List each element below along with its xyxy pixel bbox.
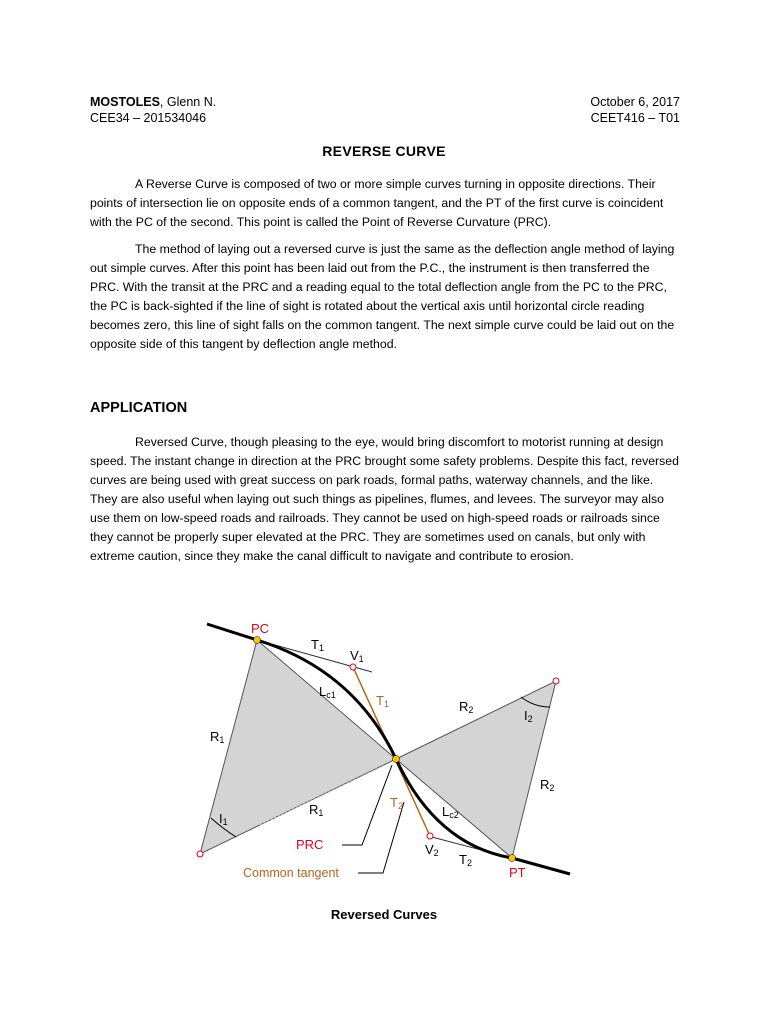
course-section: CEET416 – T01 [590,111,680,125]
point-v1 [350,664,356,670]
student-id: CEE34 – 201534046 [90,111,207,125]
label-lc2: Lc2 [442,804,459,820]
label-prc: PRC [296,837,324,852]
application-heading: APPLICATION [90,400,188,416]
label-v2: V2 [425,842,439,858]
label-pc: PC [251,621,270,636]
method-paragraph: The method of laying out a reversed curve is just the same as the deflection angle method of laying out simple curves. After this point has been laid out from the P.C., the instrument is then transferred the PRC. With the transit at the PRC and a reading equal to the total deflection angle from the PC to the PRC, the PC is back-sighted if the line of sight is rotated about the vertical axis until horizontal circle reading becomes zero, this line of sight falls on the common tangent. The next simple curve could be laid out on the opposite side of this tangent by deflection angle method. [90,242,675,351]
author-name: MOSTOLES, Glenn N. [90,95,217,109]
label-i1: I1 [219,811,228,827]
intro-paragraph: A Reverse Curve is composed of two or more simple curves turning in opposite directions. Their points of intersection lie on opposite ends of a common tangent, and the PT of the first curve is coincident with the PC of the second. This point is called the Point of Reverse Curvature (PRC). [90,177,664,229]
point-o2 [553,678,559,684]
back-tangent [207,624,257,640]
label-r1-left: R1 [210,729,225,745]
point-v2 [427,833,433,839]
label-t1-top: T1 [311,637,324,653]
triangle-curve-2 [396,681,556,858]
label-t2-bottom: T2 [459,852,472,868]
label-common-tangent: Common tangent [243,866,339,880]
label-t1-common: T1 [376,693,389,709]
label-i2: I2 [524,708,533,724]
header-right [590,94,680,126]
point-o1 [197,851,203,857]
label-r2-top: R2 [459,699,474,715]
page-title: REVERSE CURVE [322,143,446,159]
application-paragraph: Reversed Curve, though pleasing to the eye, would bring discomfort to motorist running at design speed. The instant change in direction at the PRC brought some safety problems. Despite this fact, reversed curves are being used with great success on park roads, formal paths, waterway channels, and the like. They are also useful when laying out such things as pipelines, flumes, and levees. The surveyor may also use them on low-speed roads and railroads. They cannot be used on high-speed roads or railroads since they cannot be properly super elevated at the PRC. They are sometimes used on canals, but only with extreme caution, since they make the canal difficult to navigate and contribute to erosion. [90,435,679,563]
header-left [90,94,216,126]
label-pt: PT [509,865,526,880]
date: October 6, 2017 [590,95,680,109]
label-r1-bottom: R1 [309,802,324,818]
triangle-curve-1 [200,640,396,854]
point-prc [393,756,400,763]
figure-caption: Reversed Curves [330,907,438,922]
label-r2-right: R2 [540,777,555,793]
label-v1: V1 [350,648,364,664]
point-pt [509,855,516,862]
label-t2-common: T2 [390,795,403,811]
point-pc [254,637,261,644]
reverse-curve-diagram [190,612,580,902]
label-lc1: Lc1 [319,684,336,700]
